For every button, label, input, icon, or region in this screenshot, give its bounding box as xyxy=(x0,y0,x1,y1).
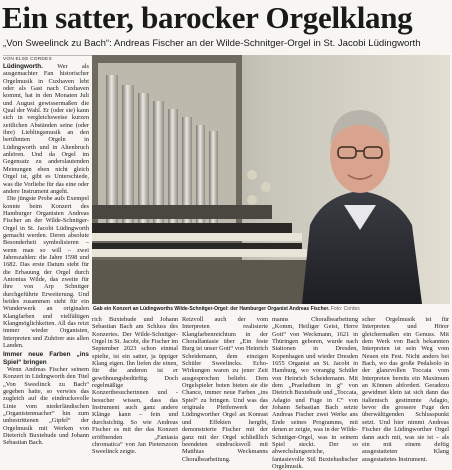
column-3: Reizvoll auch der vom Interpreten realisierte Klangfarbenreichtum in der Choralfantasie über „Ein feste Burg ist unser Gott“ von Heinrich Scheidemann, dem einzigen Schüler Sweelincks. Echo-Wirkungen waren zu jener Zeit ausgesprochen beliebt. Dem Orgelspieler boten bieten sie die Chance, immer neue Farben „ins Spiel“ zu bringen. Und was das originale Pfeifenwerk der Lüdingworther Orgel an Konrast und Effekten hergibt, demonstrierte Fischer mit der ganz mit der Orgel schließlich beendeten eindrucksvoll mit Matthias Weckmanns Choralbearbeitung. xyxy=(182,316,268,463)
byline: VON ELSE CORDES xyxy=(3,57,52,62)
subheadline: „Von Sweelinck zu Bach“: Andreas Fischer an der Wilde-Schnitger-Orgel in St. Jacobi Lüdingworth xyxy=(3,38,421,49)
photo-caption xyxy=(93,306,449,312)
article-photo xyxy=(92,55,450,304)
paragraph-2: Die jüngste Probe aufs Exempel konnte beim Konzert des Hamburger Organisten Andreas Fischer an der Wilde-Schnitger-Orgel in St. Jacobi Lüdingworth gemacht werden. Deren absolute Besonderheit symbolisieren – wenn man so will – zwei Jahreszahlen: die Jahre 1598 und 1682. Das erste Datum steht für die Erbauung der Orgel durch Antonius Wilde, das zweite für ihre von Arp Schnitger durchgeführte Erweiterung. Und beides zusammen steht für ein Wunderwerk an originalen Klangfarben und vielfältigen Klangmöglichkeiten. All das reizt immer wieder Organisten, Interpreten und Zuhörer aus allen Landen. xyxy=(3,195,89,350)
photo-credit: Foto: Cordes xyxy=(330,306,360,312)
subheading: Immer neue Farben „ins Spiel“ bringen xyxy=(3,351,89,366)
dateline: Lüdingworth. xyxy=(3,63,43,70)
paragraph-1-text: Wer als ausgemachter Fan historischer Orgelmusik in Cuxhaven lebt oder als Gast nach Cuxhaven kommt, hat in den Monaten Juli und August gewissermaßen die Qual der Wahl. Er (oder sie) kann sich in vergleichsweise kurzen zeitlichen Abständen seine (oder ihre) Lieblingsmusik an den berühmten Orgeln in Lüdingworth und in Altenbruch anhören. Und da Orgel im Gegensatz zu anderslautenden Meinungen eben nicht gleich Orgel ist, gibt es Unterschiede, was die Vorliebe für das eine oder andere Instrument angeht. xyxy=(3,63,89,195)
column-5: scher Orgelmusik ist für Interpreten und Hörer gleichermaßen ein Genuss. Mit dem Werk von Bach bekannten Interpreten ist sein Weg vom Neuen ein Fest. Nicht anders bei Bach, wo das große Pedalsolo in der glanzvollen Toccata vom Interpreten bereits ein Maximum an Können abfordert. Geradezu gewidmet klein tat sich dann das italienisch gestimmte Adagio, bevor die grossere Fuge den überwältigenden Schlusspunkt setzt. Und hier nimmt Andreas Fischer die Lüdingworther Orgel dann auch mit, was sie ist – als ein mit einem deftig ausgestatteten Klang ausgestattetes Instrument. xyxy=(362,316,449,463)
paragraph-1 xyxy=(3,63,89,195)
column-2: rich Buxtehude und Johann Sebastian Bach am Schluss des Konzertes. Der Wilde-Schnitger-Orgel in St. Jacobi, die Fischer im September 2023 schon einmal spielte, ist ein satter, ja üppiger Klang eigen. Ihn liefen die einen, für die anderen ist er gewöhnungsbedürftig. Doch regelmäßige Konzertbesucherinnen und -besucher wissen, dass das Instrument auch ganz andere Klänge kann – fein und durchsichtig. So wie Andreas Fischer es mit der das Konzert eröffnenden „Fantasia chromatica“ von Jan Pieterszoon Sweelinck zeigte. xyxy=(92,316,178,456)
paragraph-3: Wenn Andreas Fischer seinem Konzert in Lüdingworth den Titel „Von Sweelinck zu Bach“ gegeben hatte, so verwies das zugleich auf die eindrucksvolle Linie vom niederländischen „Organistenmacher“ hin zum unbestrittenen „Gipfel“ der Orgelmusik mit Werken von Dieterich Buxtehude und Johann Sebastian Bach. xyxy=(3,366,89,447)
column-4: manns Choralbearbeitung „Komm, Heiliger Geist, Herre Gott“ von Weckmann, 1621 in Thüringen geboren, wurde nach Stationen in Dresden, Kopenhagen und wieder Dresden 1655 Organist an St. Jacobi in Hamburg, wo vorangig Schüler von Heinrich Scheidemann. Mit dem „Praeludium in g“ von Dietrich Buxtehude und „Toccata, Adagio und Fuge in C“ von Johann Sebastian Bach setzte Andreas Fischer zwei Werke ans Ende seines Programms, mit denen er zeigte, was in der Wilde-Schnitger-Orgel, was in seinem Spiel steckt. Der so abwechslungsreiche, fantasievolle Stil Buxtehudischer Orgelmusik. xyxy=(272,316,358,470)
caption-text: Gab ein Konzert an Lüdingworths Wilde-Schnitger-Orgel: der Hamburger Organist Andreas Fischer. xyxy=(93,306,330,312)
headline: Ein satter, barocker Orgelklang xyxy=(2,0,413,35)
column-1 xyxy=(3,63,89,445)
